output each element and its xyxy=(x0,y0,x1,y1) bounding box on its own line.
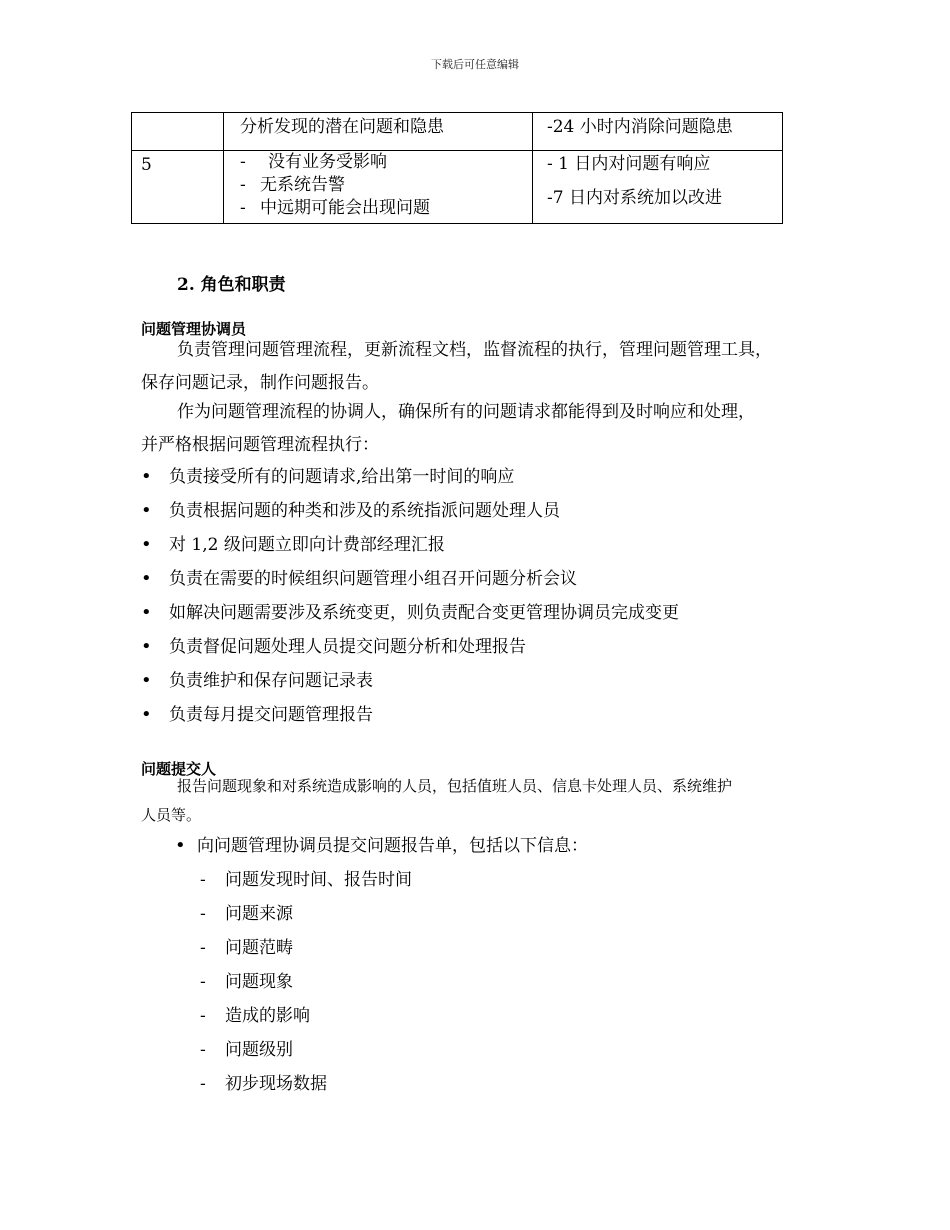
submitter-description: 报告问题现象和对系统造成影响的人员，包括值班人员、信息卡处理人员、系统维护 人员等。 xyxy=(141,777,733,824)
list-item: - 问题来源 xyxy=(200,897,412,931)
section-title: 2. 角色和职责 xyxy=(177,275,286,295)
list-item: - 问题级别 xyxy=(200,1033,412,1067)
list-item: • 负责在需要的时候组织问题管理小组召开问题分析会议 xyxy=(141,562,679,596)
list-item: • 负责根据问题的种类和涉及的系统指派问题处理人员 xyxy=(141,494,679,528)
coordinator-description: 负责管理问题管理流程，更新流程文档，监督流程的执行，管理问题管理工具， 保存问题记录，制作问题报告。 xyxy=(141,340,772,393)
impact-cell xyxy=(224,113,533,151)
list-item: • 对 1,2 级问题立即向计费部经理汇报 xyxy=(141,528,679,562)
list-item: - 初步现场数据 xyxy=(200,1067,412,1101)
list-item: • 负责维护和保存问题记录表 xyxy=(141,664,679,698)
table-row xyxy=(132,151,783,224)
list-item: - 问题发现时间、报告时间 xyxy=(200,863,412,897)
list-item: • 负责接受所有的问题请求,给出第一时间的响应 xyxy=(141,460,679,494)
list-item: - 造成的影响 xyxy=(200,999,412,1033)
report-fields-list xyxy=(200,863,412,1101)
priority-table xyxy=(131,112,783,224)
table-row xyxy=(132,113,783,151)
list-item: - 问题范畴 xyxy=(200,931,412,965)
page-header-note: 下载后可任意编辑 xyxy=(431,58,519,71)
response-line: -24 小时内消除问题隐患 xyxy=(547,117,733,137)
impact-line: - 无系统告警 xyxy=(240,175,345,195)
coordinator-role-statement: 作为问题管理流程的协调人，确保所有的问题请求都能得到及时响应和处理， 并严格根据问题管理流程执行： xyxy=(141,402,755,455)
coordinator-duties-list xyxy=(141,460,679,732)
impact-cell xyxy=(224,151,533,224)
response-line: -7 日内对系统加以改进 xyxy=(547,188,722,208)
response-line: - 1 日内对问题有响应 xyxy=(547,154,711,174)
list-item: • 向问题管理协调员提交问题报告单，包括以下信息： xyxy=(175,829,588,863)
list-item: • 负责每月提交问题管理报告 xyxy=(141,698,679,732)
impact-line: - 没有业务受影响 xyxy=(240,152,387,172)
list-item: • 如解决问题需要涉及系统变更，则负责配合变更管理协调员完成变更 xyxy=(141,596,679,630)
coordinator-heading: 问题管理协调员 xyxy=(141,320,247,338)
impact-line: 分析发现的潜在问题和隐患 xyxy=(240,117,444,137)
submitter-duty-list xyxy=(175,829,588,863)
impact-line: - 中远期可能会出现问题 xyxy=(240,198,430,218)
list-item: • 负责督促问题处理人员提交问题分析和处理报告 xyxy=(141,630,679,664)
list-item: - 问题现象 xyxy=(200,965,412,999)
submitter-heading: 问题提交人 xyxy=(141,760,217,778)
level-cell xyxy=(132,113,224,151)
level-cell: 5 xyxy=(132,151,224,224)
response-cell xyxy=(533,151,783,224)
response-cell xyxy=(533,113,783,151)
